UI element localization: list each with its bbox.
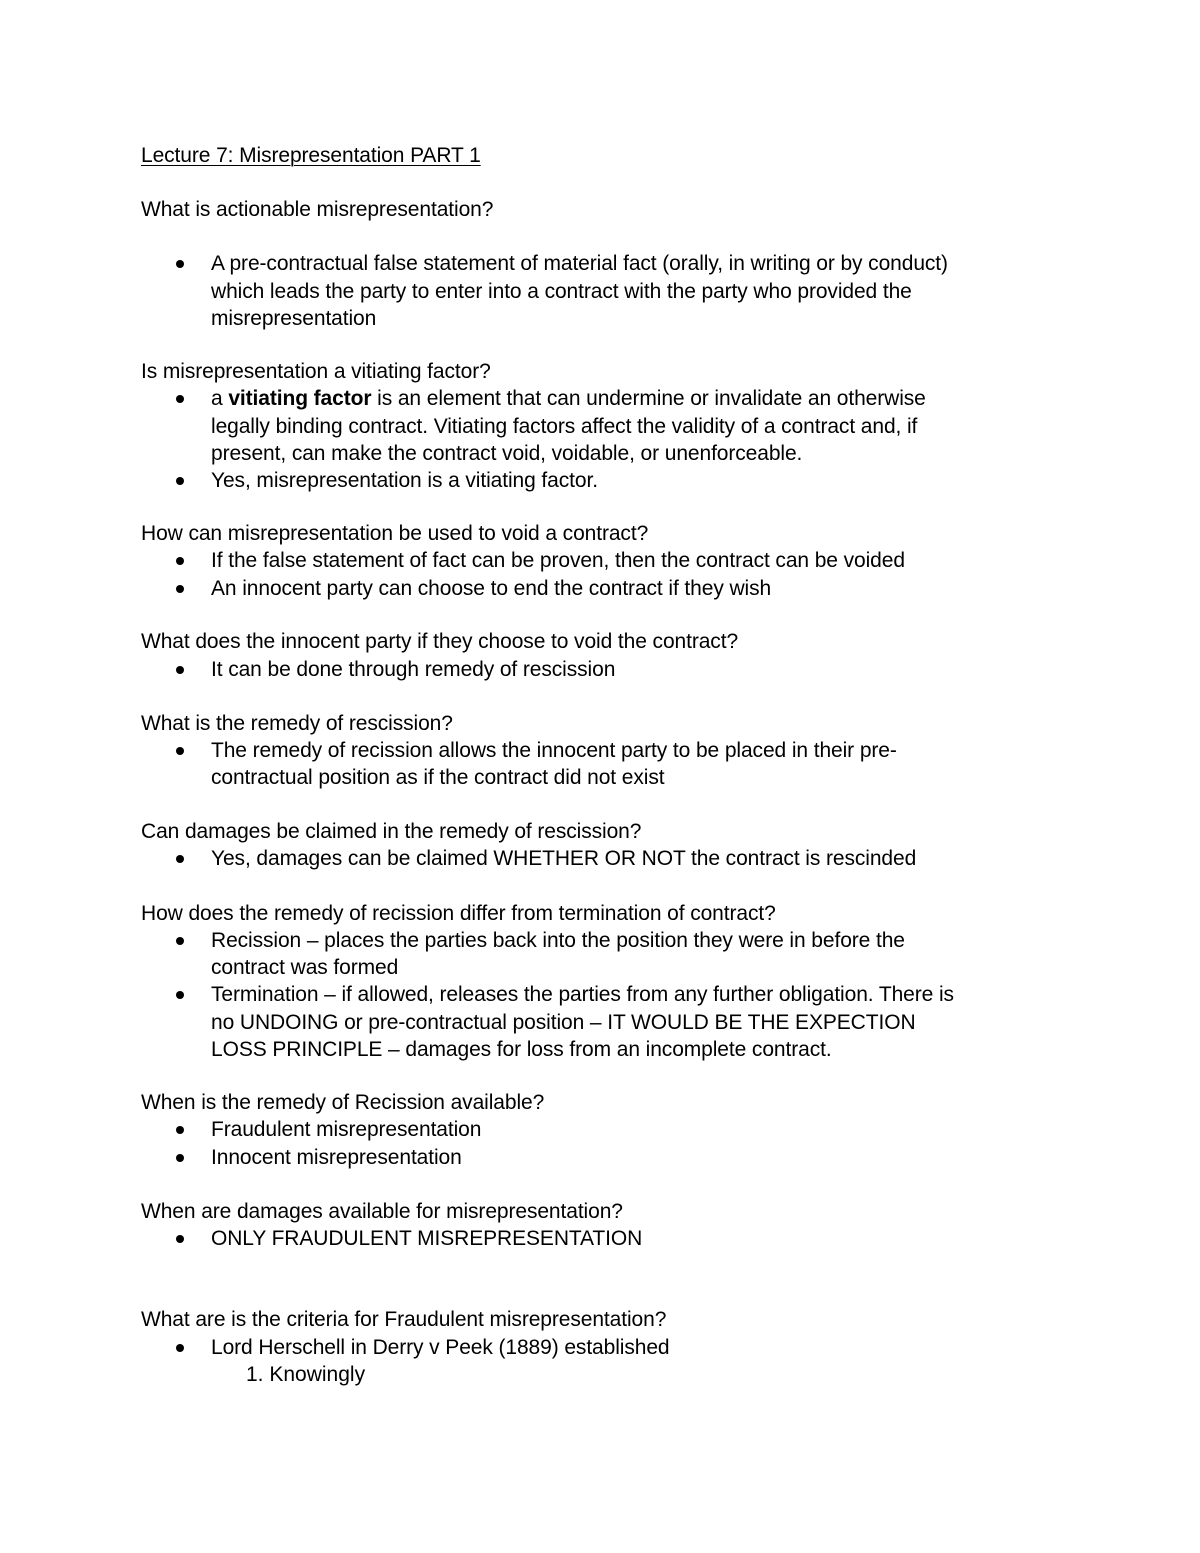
bullet-text-post: is an element that can undermine or invalidate an otherwise xyxy=(371,387,926,410)
bullet-icon xyxy=(176,1126,184,1134)
question-heading: How does the remedy of recission differ from termination of contract? xyxy=(141,902,776,925)
question-heading: When is the remedy of Recission available? xyxy=(141,1091,545,1114)
bullet-icon xyxy=(176,1344,184,1352)
bullet-icon xyxy=(176,1235,184,1243)
question-heading: How can misrepresentation be used to void a contract? xyxy=(141,522,649,545)
question-heading: When are damages available for misrepresentation? xyxy=(141,1200,623,1223)
question-heading: What does the innocent party if they choose to void the contract? xyxy=(141,630,739,653)
bullet-icon xyxy=(176,1154,184,1162)
question-heading: What is the remedy of rescission? xyxy=(141,712,453,735)
bullet-text: Yes, damages can be claimed WHETHER OR NOT the contract is rescinded xyxy=(211,847,917,870)
bullet-text: Fraudulent misrepresentation xyxy=(211,1118,482,1141)
bullet-icon xyxy=(176,666,184,674)
bullet-text: Termination – if allowed, releases the parties from any further obligation. There is xyxy=(211,983,954,1006)
bullet-text: which leads the party to enter into a contract with the party who provided the xyxy=(211,280,912,303)
bullet-icon xyxy=(176,855,184,863)
bullet-text: present, can make the contract void, voidable, or unenforceable. xyxy=(211,442,803,465)
bullet-text: contract was formed xyxy=(211,956,399,979)
bullet-icon xyxy=(176,747,184,755)
bullet-text: It can be done through remedy of rescission xyxy=(211,658,616,681)
bullet-icon xyxy=(176,585,184,593)
bullet-text: no UNDOING or pre-contractual position – IT WOULD BE THE EXPECTION xyxy=(211,1011,916,1034)
bullet-text: Recission – places the parties back into the position they were in before the xyxy=(211,929,905,952)
bullet-text: legally binding contract. Vitiating factors affect the validity of a contract and, if xyxy=(211,415,918,438)
bullet-icon xyxy=(176,937,184,945)
bullet-text: If the false statement of fact can be proven, then the contract can be voided xyxy=(211,549,905,572)
bold-term: vitiating factor xyxy=(228,387,372,410)
bullet-icon xyxy=(176,557,184,565)
bullet-icon xyxy=(176,395,184,403)
bullet-text: An innocent party can choose to end the contract if they wish xyxy=(211,577,772,600)
bullet-text: Innocent misrepresentation xyxy=(211,1146,462,1169)
bullet-text: ONLY FRAUDULENT MISREPRESENTATION xyxy=(211,1227,643,1250)
bullet-text: Lord Herschell in Derry v Peek (1889) established xyxy=(211,1336,670,1359)
bullet-icon xyxy=(176,991,184,999)
bullet-text-pre: a xyxy=(211,387,229,410)
bullet-text: The remedy of recission allows the innocent party to be placed in their pre- xyxy=(211,739,897,762)
bullet-text: misrepresentation xyxy=(211,307,377,330)
bullet-text: contractual position as if the contract did not exist xyxy=(211,766,665,789)
bullet-text: Yes, misrepresentation is a vitiating factor. xyxy=(211,469,598,492)
bullet-text: A pre-contractual false statement of material fact (orally, in writing or by conduct) xyxy=(211,252,948,275)
question-heading: What are is the criteria for Fraudulent misrepresentation? xyxy=(141,1308,667,1331)
question-heading: Is misrepresentation a vitiating factor? xyxy=(141,360,491,383)
bullet-text xyxy=(211,385,926,412)
numbered-item: 1. Knowingly xyxy=(246,1363,366,1386)
question-heading: Can damages be claimed in the remedy of rescission? xyxy=(141,820,642,843)
bullet-icon xyxy=(176,477,184,485)
document-title: Lecture 7: Misrepresentation PART 1 xyxy=(141,144,481,167)
question-heading: What is actionable misrepresentation? xyxy=(141,198,494,221)
bullet-icon xyxy=(176,260,184,268)
bullet-text: LOSS PRINCIPLE – damages for loss from an incomplete contract. xyxy=(211,1038,832,1061)
